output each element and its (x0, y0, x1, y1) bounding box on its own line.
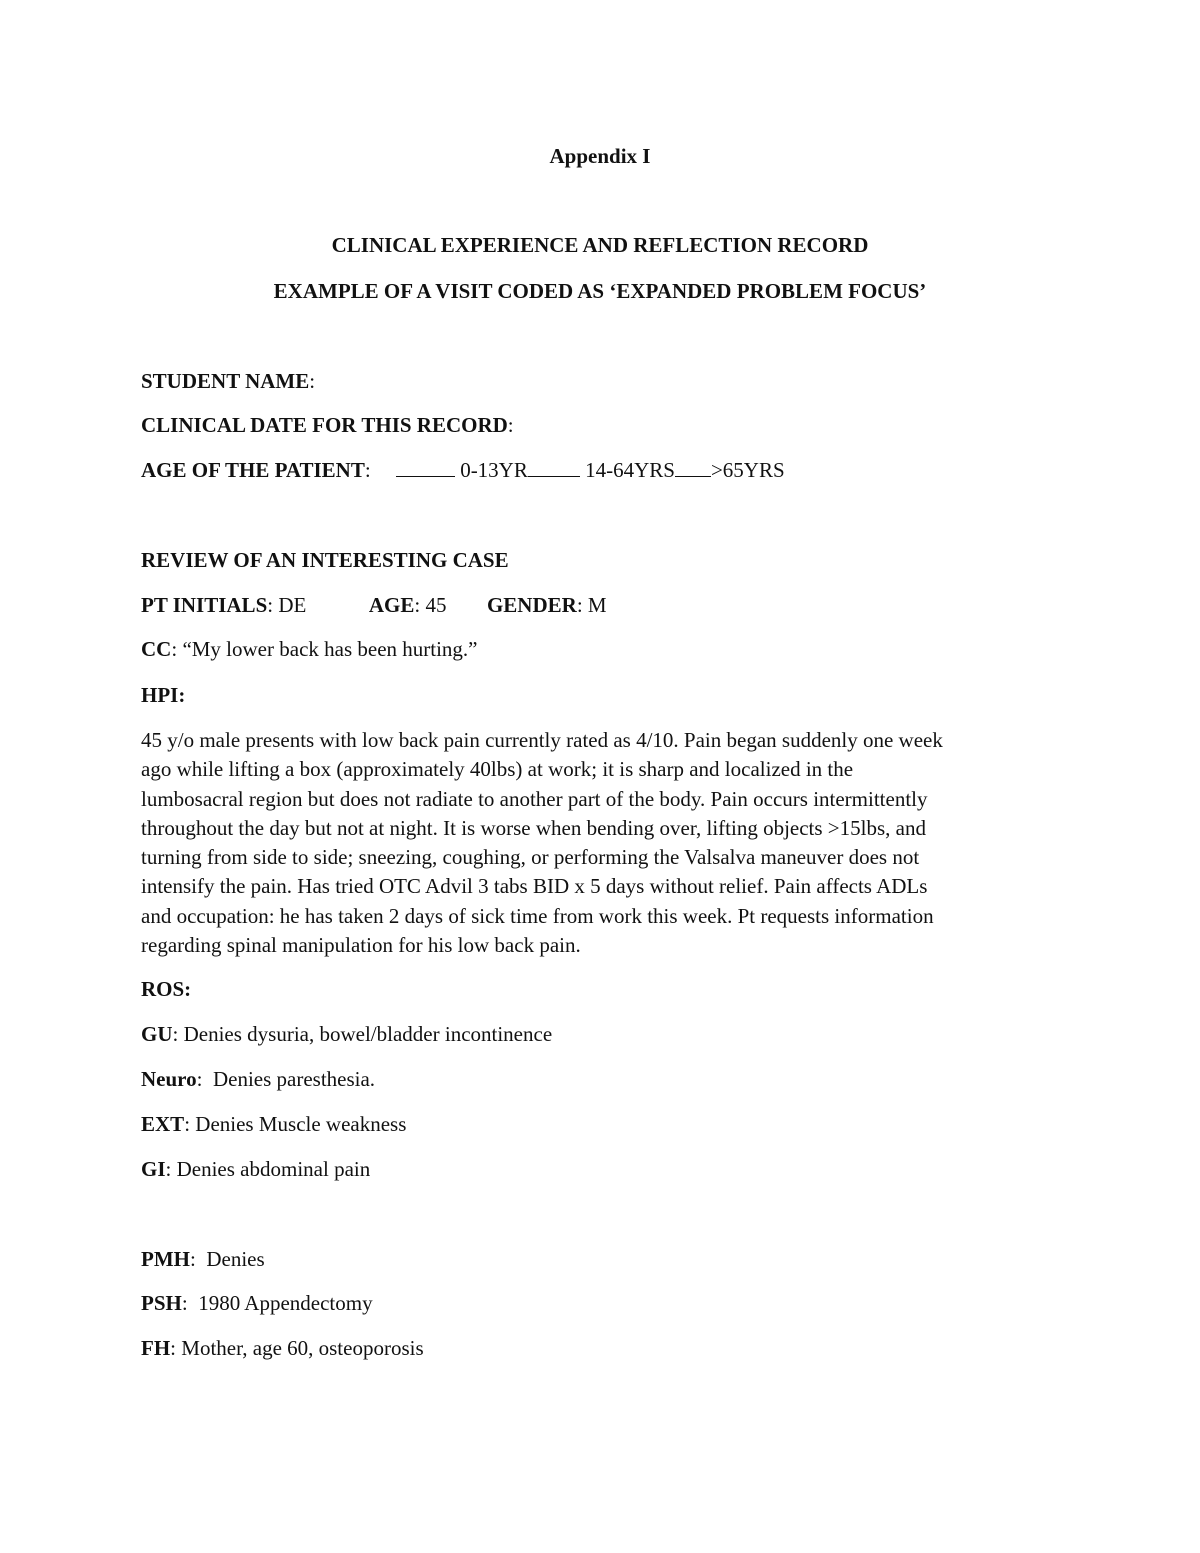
ros-item-neuro: Neuro: Denies paresthesia. (141, 1067, 376, 1091)
clinical-date-line: CLINICAL DATE FOR THIS RECORD: (141, 413, 514, 437)
ros-gu-label: GU (141, 1022, 173, 1046)
ros-ext-text: Denies Muscle weakness (195, 1112, 407, 1136)
ros-neuro-label: Neuro (141, 1067, 197, 1091)
ros-item-gu: GU: Denies dysuria, bowel/bladder incontinence (141, 1022, 553, 1046)
hpi-line: turning from side to side; sneezing, coughing, or performing the Valsalva maneuver does not (141, 845, 920, 870)
case-section-title: REVIEW OF AN INTERESTING CASE (141, 548, 509, 572)
cc-label: CC (141, 637, 172, 661)
patient-age-label: AGE OF THE PATIENT (141, 458, 365, 482)
fh-line: FH: Mother, age 60, osteoporosis (141, 1336, 424, 1360)
ros-item-gi: GI: Denies abdominal pain (141, 1157, 371, 1181)
age-option-14-64: 14-64YRS (585, 458, 675, 482)
age-blank-3[interactable] (675, 456, 711, 477)
hpi-line: intensify the pain. Has tried OTC Advil 3 tabs BID x 5 days without relief. Pain affects ADLs (141, 874, 928, 899)
age-option-0-13: 0-13YR (460, 458, 528, 482)
ros-item-ext: EXT: Denies Muscle weakness (141, 1112, 407, 1136)
clinical-date-label: CLINICAL DATE FOR THIS RECORD (141, 413, 508, 437)
psh-label: PSH (141, 1291, 182, 1315)
student-name-label: STUDENT NAME (141, 369, 310, 393)
chief-complaint-line: CC: “My lower back has been hurting.” (141, 637, 478, 661)
ros-gu-text: Denies dysuria, bowel/bladder incontinence (183, 1022, 553, 1046)
patient-age-line: AGE OF THE PATIENT: 0-13YR 14-64YRS >65YRS (141, 458, 785, 482)
ros-ext-label: EXT (141, 1112, 185, 1136)
pt-gender-value: M (587, 593, 607, 617)
pmh-value: Denies (206, 1247, 265, 1271)
pmh-label: PMH (141, 1247, 190, 1271)
hpi-line: throughout the day but not at night. It is worse when bending over, lifting objects >15lbs, and (141, 815, 926, 840)
psh-line: PSH: 1980 Appendectomy (141, 1291, 373, 1315)
ros-gi-label: GI (141, 1157, 166, 1181)
patient-demographics-line: PT INITIALS: DE AGE: 45 GENDER: M (141, 593, 607, 617)
pt-gender-label: GENDER (486, 593, 577, 617)
hpi-line: lumbosacral region but does not radiate to another part of the body. Pain occurs intermittently (141, 786, 928, 811)
ros-gi-text: Denies abdominal pain (176, 1157, 371, 1181)
age-blank-2[interactable] (528, 456, 580, 477)
ros-label: ROS: (141, 977, 192, 1001)
hpi-label: HPI: (141, 683, 186, 707)
hpi-line: regarding spinal manipulation for his low back pain. (141, 933, 581, 958)
student-name-line: STUDENT NAME: (141, 369, 316, 393)
hpi-line: 45 y/o male presents with low back pain currently rated as 4/10. Pain began suddenly one week (141, 728, 943, 752)
hpi-paragraph (141, 726, 1061, 960)
pmh-line: PMH: Denies (141, 1247, 265, 1271)
record-subtitle: EXAMPLE OF A VISIT CODED AS ‘EXPANDED PROBLEM FOCUS’ (273, 279, 927, 303)
appendix-heading: Appendix I (549, 144, 651, 168)
psh-value: 1980 Appendectomy (198, 1291, 373, 1315)
fh-value: Mother, age 60, osteoporosis (181, 1336, 424, 1360)
pt-age-label: AGE (368, 593, 415, 617)
pt-initials-label: PT INITIALS (141, 593, 268, 617)
age-option-65-plus: >65YRS (710, 458, 785, 482)
age-blank-1[interactable] (396, 456, 455, 477)
fh-label: FH (141, 1336, 171, 1360)
ros-neuro-text: Denies paresthesia. (212, 1067, 376, 1091)
cc-value: “My lower back has been hurting.” (182, 637, 478, 661)
hpi-line: ago while lifting a box (approximately 40lbs) at work; it is sharp and localized in the (141, 757, 854, 782)
pt-age-value: 45 (425, 593, 447, 617)
pt-initials-value: DE (278, 593, 307, 617)
record-title: CLINICAL EXPERIENCE AND REFLECTION RECORD (331, 233, 869, 257)
hpi-line: and occupation: he has taken 2 days of sick time from work this week. Pt requests information (141, 903, 934, 928)
